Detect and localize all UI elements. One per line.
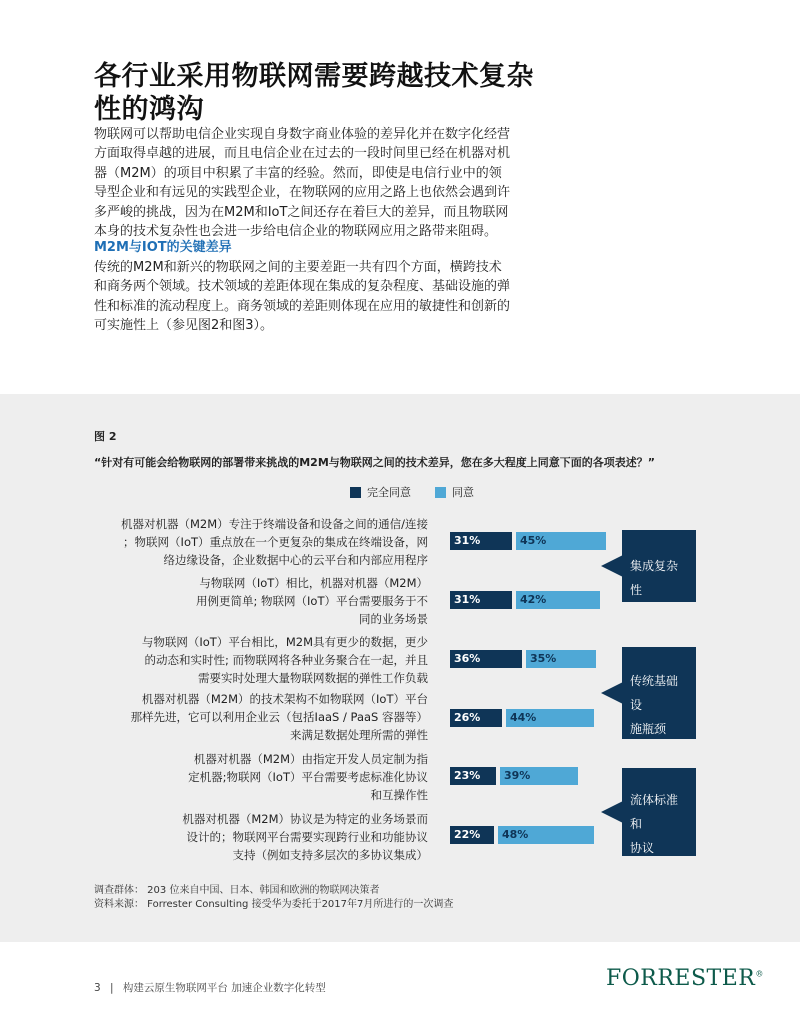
legend-fully-agree bbox=[350, 484, 411, 500]
bar-fully-agree: 22% bbox=[450, 826, 494, 844]
category-label: 集成复杂性 bbox=[630, 559, 679, 597]
document-title: 构建云原生物联网平台 加速企业数字化转型 bbox=[122, 982, 326, 994]
second-paragraph: 传统的M2M和新兴的物联网之间的主要差距一共有四个方面，横跨技术和商务两个领域。技术领域的差距体现在集成的复杂程度、基础设施的弹性和标准的流动程度上。商务领域的差距则体现在应用的敏捷性和创新的可实施性上（参见图2和图3）。 bbox=[94, 260, 511, 334]
statement-line: 需要实时处理大量物联网数据的弹性工作负载 bbox=[198, 671, 428, 685]
statement-line: 与物联网（IoT）平台相比，M2M具有更少的数据，更少 bbox=[141, 635, 428, 649]
statement-text bbox=[182, 810, 428, 864]
legend-swatch-dark bbox=[350, 487, 361, 498]
source-note: 资料来源： Forrester Consulting 接受华为委托于2017年7月所进行的一次调查 bbox=[94, 899, 454, 910]
category-box bbox=[622, 530, 696, 602]
footer-separator: | bbox=[110, 982, 114, 994]
category-arrow-icon bbox=[601, 801, 623, 823]
figure-label: 图 2 bbox=[94, 430, 117, 443]
statement-line: ；物联网（IoT）重点放在一个更复杂的集成在终端设备，网 bbox=[123, 535, 428, 549]
statement-text bbox=[131, 690, 428, 744]
category-label: 施瓶颈 bbox=[630, 722, 667, 736]
forrester-logo bbox=[606, 966, 764, 991]
statement-line: 设计的；物联网平台需要实现跨行业和功能协议 bbox=[186, 830, 428, 844]
statement-line: 那样先进，它可以利用企业云（包括IaaS / PaaS 容器等） bbox=[130, 710, 428, 724]
bar-agree: 48% bbox=[498, 826, 594, 844]
statement-line: 络边缘设备，企业数据中心的云平台和内部应用程序 bbox=[163, 553, 428, 567]
statement-line: 与物联网（IoT）相比，机器对机器（M2M） bbox=[199, 576, 428, 590]
statement-line: 机器对机器（M2M）协议是为特定的业务场景而 bbox=[182, 812, 428, 826]
bar-agree: 45% bbox=[516, 532, 606, 550]
bar-fully-agree: 36% bbox=[450, 650, 522, 668]
statement-line: 机器对机器（M2M）专注于终端设备和设备之间的通信/连接 bbox=[120, 517, 428, 531]
category-label: 传统基础设 bbox=[630, 674, 679, 712]
figure-question: “针对有可能会给物联网的部署带来挑战的M2M与物联网之间的技术差异，您在多大程度上同意下面的各项表述？” bbox=[94, 456, 656, 469]
section-subheading: M2M与IOT的关键差异 bbox=[94, 240, 232, 255]
category-label: 流体标准和 bbox=[630, 793, 679, 831]
intro-paragraph: 物联网可以帮助电信企业实现自身数字商业体验的差异化并在数字化经营方面取得卓越的进展，而且电信企业在过去的一段时间里已经在机器对机器（M2M）的项目中积累了丰富的经验。然而，即使是电信行业中的领导型企业和有远见的实践型企业，在物联网的应用之路上也依然会遇到许多严峻的挑战，因为在M2M和IoT之间还存在着巨大的差异，而且物联网本身的技术复杂性也会进一步给电信企业的物联网应用之路带来阻碍。 bbox=[94, 127, 511, 240]
page-number: 3 bbox=[94, 982, 101, 994]
statement-line: 来满足数据处理所需的弹性 bbox=[290, 728, 428, 742]
page-title: 各行业采用物联网需要跨越技术复杂性的鸿沟 bbox=[94, 61, 534, 125]
statement-text bbox=[188, 750, 428, 804]
bar-agree: 39% bbox=[500, 767, 578, 785]
brand-name: FORRESTER bbox=[606, 966, 756, 991]
figure-notes bbox=[94, 884, 453, 912]
legend-label: 完全同意 bbox=[367, 486, 411, 499]
category-label: 协议 bbox=[630, 841, 655, 855]
statement-line: 同的业务场景 bbox=[359, 612, 428, 626]
bar-agree: 42% bbox=[516, 591, 600, 609]
legend-label: 同意 bbox=[452, 486, 474, 499]
category-box bbox=[622, 647, 696, 739]
category-arrow-icon bbox=[601, 555, 623, 577]
category-box bbox=[622, 768, 696, 856]
bar-fully-agree: 31% bbox=[450, 532, 512, 550]
statement-line: 定机器;物联网（IoT）平台需要考虑标准化协议 bbox=[188, 770, 428, 784]
statement-text bbox=[121, 515, 428, 569]
statement-line: 支持（例如支持多层次的多协议集成） bbox=[232, 848, 428, 862]
bar-agree: 44% bbox=[506, 709, 594, 727]
page-footer bbox=[94, 980, 326, 995]
statement-text bbox=[142, 633, 428, 687]
category-arrow-icon bbox=[601, 682, 623, 704]
statement-line: 用例更简单; 物联网（IoT）平台需要服务于不 bbox=[196, 594, 428, 608]
statement-line: 的动态和实时性; 而物联网将各种业务聚合在一起，并且 bbox=[144, 653, 428, 667]
legend-agree bbox=[435, 484, 474, 500]
bar-fully-agree: 26% bbox=[450, 709, 502, 727]
base-note: 调查群体： 203 位来自中国、日本、韩国和欧洲的物联网决策者 bbox=[94, 885, 380, 896]
brand-mark: ® bbox=[755, 969, 764, 979]
statement-line: 机器对机器（M2M）由指定开发人员定制为指 bbox=[193, 752, 428, 766]
statement-line: 和互操作性 bbox=[370, 788, 428, 802]
legend-swatch-light bbox=[435, 487, 446, 498]
statement-text bbox=[196, 574, 428, 628]
bar-fully-agree: 31% bbox=[450, 591, 512, 609]
bar-fully-agree: 23% bbox=[450, 767, 496, 785]
bar-agree: 35% bbox=[526, 650, 596, 668]
statement-line: 机器对机器（M2M）的技术架构不如物联网（IoT）平台 bbox=[141, 692, 428, 706]
